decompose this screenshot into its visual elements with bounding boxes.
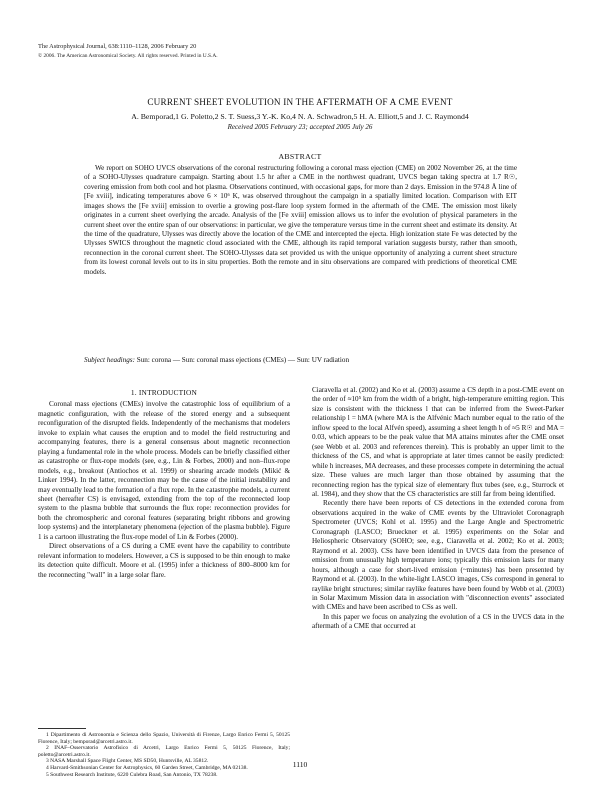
section-heading-introduction: 1. INTRODUCTION <box>130 388 198 397</box>
copyright-line: © 2006. The American Astronomical Society. All rights reserved. Printed in U.S.A. <box>38 53 218 59</box>
footnote-5: 5 Southwest Research Institute, 6220 Culebra Road, San Antonio, TX 78238. <box>46 771 218 778</box>
subject-headings <box>84 356 517 365</box>
journal-header: The Astrophysical Journal, 638:1110–1128, 2006 February 20 <box>38 43 197 50</box>
author-list: A. Bemporad,1 G. Poletto,2 S. T. Suess,3 Y.-K. Ko,4 N. A. Schwadron,5 H. A. Elliott,5 and J. C. Raymond4 <box>131 112 469 121</box>
subject-headings-text: Sun: corona — Sun: coronal mass ejections (CMEs) — Sun: UV radiation <box>136 356 350 364</box>
abstract-heading: ABSTRACT <box>278 152 322 161</box>
abstract-text: We report on SOHO UVCS observations of the coronal restructuring following a coronal mass ejection (CME) on 2002 November 26, at the time of a SOHO-Ulysses quadrature campaign. Starting about 1.5 hr after a CME in the northwest quadrant, UVCS began taking spectra at 1.7 R☉, covering emission from both cool and hot plasma. Observations continued, with occasional gaps, for more than 2 days. Emission in the 974.8 Å line of [Fe xviii], indicating temperatures above 6 × 10⁶ K, was observed throughout the campaign in a spatially limited location. Comparison with EIT images shows the [Fe xviii] emission to overlie a growing post-flare loop system formed in the aftermath of the CME. The emission most likely originates in a current sheet overlying the arcade. Analysis of the [Fe xviii] emission allows us to infer the evolution of physical parameters in the current sheet over the entire span of our observations: in particular, we give the temperature versus time in the current sheet and estimate its density. At the time of the quadrature, Ulysses was directly above the location of the CME and intercepted the ejecta. High ionization state Fe was detected by the Ulysses SWICS throughout the magnetic cloud associated with the CME, although its rapid temporal variation suggests bursty, rather than smooth, reconnection in the coronal current sheet. The SOHO-Ulysses data set provided us with the unique opportunity of analyzing a current sheet structure from its lowest coronal levels out to its in situ properties. Both the remote and in situ observations are compared with predictions of theoretical CME models. <box>84 164 517 276</box>
page-number: 1110 <box>292 760 308 769</box>
intro-paragraph-2: Direct observations of a CS during a CME event have the capability to contribute relevant information to modelers. However, a CS is supposed to be thin enough to make its detection quite difficult. Moore et al. (1995) infer a thickness of 800–8000 km for the reconnecting "wall" in a large solar flare. <box>38 542 290 579</box>
footnote-4: 4 Harvard-Smithsonian Center for Astrophysics, 60 Garden Street, Cambridge, MA 02138. <box>46 764 248 771</box>
intro-paragraph-5: In this paper we focus on analyzing the evolution of a CS in the UVCS data in the aftermath of a CME that occurred at <box>312 612 564 631</box>
footnotes <box>38 732 290 778</box>
subject-headings-label: Subject headings: <box>84 356 135 364</box>
left-column <box>38 388 290 580</box>
received-dates: Received 2005 February 23; accepted 2005 July 26 <box>227 123 373 131</box>
intro-paragraph-1: Coronal mass ejections (CMEs) involve the catastrophic loss of equilibrium of a magnetic configuration, with the release of the stored energy and a subsequent reconfiguration of the disrupted fields. Independently of the mechanisms that modelers invoke to explain what causes the eruption and to model the field restructuring and accompanying features, there is a general consensus about magnetic reconnection playing a fundamental role in the whole process. Models can be briefly classified either as catastrophe or flux-rope models (see, e.g., Lin & Forbes, 2000) and non–flux-rope models, e.g., breakout (Antiochos et al. 1999) or shearing arcade models (Mikić & Linker 1994). In the latter, reconnection may be the cause of the initial instability and may eventually lead to the formation of a flux rope. In the catastrophe models, a current sheet (hereafter CS) is envisaged, extending from the top of the reconnected loop system to the plasma bubble that surrounds the flux rope: reconnection provides for both the chromospheric and coronal features (separating bright ribbons and growing loop systems) and the interplanetary phenomena (ejection of the plasma bubble). Figure 1 is a cartoon illustrating the flux-rope model of Lin & Forbes (2000). <box>38 400 290 541</box>
intro-paragraph-3: Ciaravella et al. (2002) and Ko et al. (2003) assume a CS depth in a post-CME event on the order of ≈10⁵ km from the width of a bright, high-temperature emitting region. This size is consistent with the thickness l that can be inferred from the Sweet-Parker relationship l = hMA (where MA is the Alfvénic Mach number equal to the ratio of the inflow speed to the local Alfvén speed), assuming a sheet length h of ≈5 R☉ and MA = 0.03, which appears to be the peak value that MA attains minutes after the CME onset (see Webb et al. 2003 and references therein). This is probably an upper limit to the thickness of the CS, and what is appropriate at later times cannot be easily predicted: while h increases, MA decreases, and these processes compete in determining the actual size. These values are much larger than those obtained by assuming that the reconnecting region has the typical size of elementary flux tubes (see, e.g., Sturrock et al. 1984), and they show that the CS characteristics are still far from being identified. <box>312 386 564 498</box>
intro-paragraph-4: Recently there have been reports of CS detections in the extended corona from observations acquired in the wake of CME events by the Ultraviolet Coronagraph Spectrometer (UVCS; Kohl et al. 1995) and the Large Angle and Spectrometric Coronagraph (LASCO; Brueckner et al. 1995) experiments on the Solar and Heliospheric Observatory (SOHO; see, e.g., Ciaravella et al. 2002; Ko et al. 2003; Raymond et al. 2003). CSs have been identified in UVCS data from the presence of emission from unusually high temperature ions; typically this emission lasts for many hours, although a case for short-lived emission (~minutes) has been presented by Raymond et al. (2003). In the white-light LASCO images, CSs correspond in general to raylike bright structures; similar raylike features have been found by Webb et al. (2003) in Solar Maximum Mission data in association with "disconnection events" associated with CMEs and have been ascribed to CSs as well. <box>312 499 564 612</box>
footnote-rule <box>38 728 86 729</box>
footnote-3: 3 NASA Marshall Space Flight Center, MS SD50, Huntsville, AL 35812. <box>46 758 209 765</box>
footnote-1: 1 Dipartimento di Astronomia e Scienza dello Spazio, Università di Firenze, Largo Enrico Fermi 5, 50125 Florence, Italy; bemporad@arcetri.astro.it. <box>38 732 290 745</box>
footnote-2: 2 INAF–Osservatorio Astrofisico di Arcetri, Largo Enrico Fermi 5, 50125 Florence, Italy; poletto@arcetri.astro.it. <box>38 745 290 758</box>
right-column <box>312 386 564 632</box>
article-title: CURRENT SHEET EVOLUTION IN THE AFTERMATH OF A CME EVENT <box>147 97 453 107</box>
